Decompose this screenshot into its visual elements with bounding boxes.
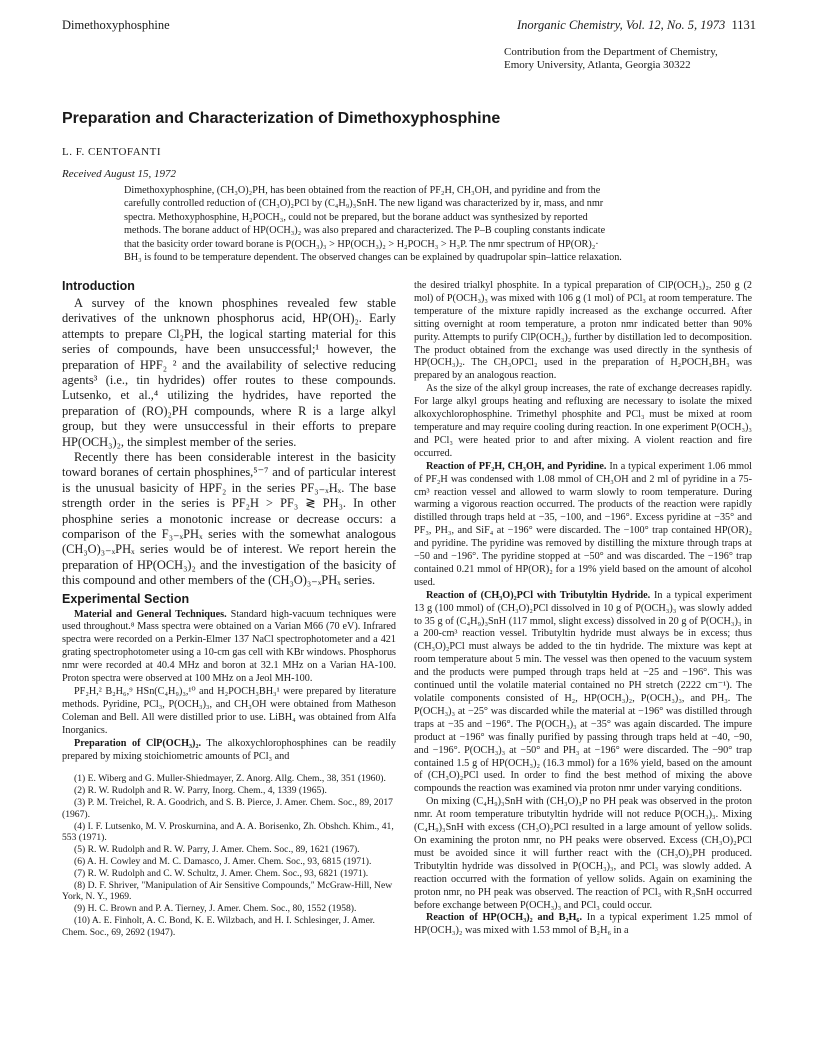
author: L. F. CENTOFANTI (62, 146, 161, 158)
paragraph-text: In a typical experiment 13 g (100 mmol) of (CH₃O)₂PCl dissolved in 10 g of P(OCH₃)₃ was slowly added to 35 g of (C₄H₉)₃SnH (117 mmol, slight excess) dissolved in 20 g of P(OCH₃)₃ in a 200-cm³ reaction vessel. Tributyltin hydride must always be in excess; thus (CH₃O)₂PCl must always be added to the tin hydride. The mixture was kept at room temperature about 5 min. The vessel was then opened to the vacuum system and the products were pumped through traps held at −25 and −196°. This was continued until the volatile material contained no PH stretch (2222 cm⁻¹). The volatile components consisted of H₂, HP(OCH₃)₂, P(OCH₃)₃, and PH₃. The P(OCH₃)₃ at −25° was discarded while the material at −196° was distilled through traps at −35 and −196°. The P(OCH₃)₃ at −35° was again discarded. The impure product at −196° was finally purified by passing through traps held at −40, −90, and −196°. P(OCH₃)₃ at −50° and PH₃ at −196° were discarded. The −90° trap contained 1.5 g of HP(OCH₃)₂ (16.3 mmol) for a 16% yield, based on the amount of (CH₃O)₂PCl used. In order to find the best method of mixing the above compounds the reaction was examined via proton nmr under varying conditions. (414, 589, 752, 795)
reference-item: (4) I. F. Lutsenko, M. V. Proskurnina, and A. A. Borisenko, Zh. Obshch. Khim., 41, 553 (1971). (62, 820, 394, 844)
abstract (124, 184, 744, 264)
abstract-line: carefully controlled reduction of (CH₃O)₂PCl by (C₄H₉)₃SnH. The new ligand was characterized by ir, mass, and nmr (124, 198, 604, 210)
experimental-heading: Experimental Section (62, 591, 190, 606)
running-head-left: Dimethoxyphosphine (62, 18, 170, 32)
paragraph-text: Standard high-vacuum techniques were used throughout.⁸ Mass spectra were obtained on a Varian M66 (70 eV). Infrared spectra were recorded on a Perkin-Elmer 137 NaCl spectrophotometer and a 421 grating spectrophotometer using a 10-cm gas cell with KBr windows. Phosphorus nmr were recorded at 40.4 MHz and boron at 32.1 MHz on a Varian HA-100. Proton spectra were observed at 100 MHz on a Jeol MH-100. (62, 608, 396, 685)
reference-item: (1) E. Wiberg and G. Muller-Shiedmayer, Z. Anorg. Allg. Chem., 38, 351 (1960). (74, 773, 386, 785)
abstract-line: that the basicity order toward borane is P(OCH₃)₃ > HP(OCH₃)₂ > H₂POCH₃ > H₃P. The nmr spectrum of HP(OR)₂· (124, 238, 599, 250)
received-date: Received August 15, 1972 (62, 168, 177, 180)
paragraph-lead: Material and General Techniques. (74, 608, 227, 620)
paragraph-text: As the size of the alkyl group increases, the rate of exchange decreases rapidly. For large alkyl groups heating and refluxing are necessary to isolate the mixed alkoxychlorophosphine. Trimethyl phosphite and PCl₃ must be mixed at room temperature and may require cooling during reaction. In one experiment P(OCH₃)₃ and PCl₃ were heated prior to and after mixing. A violent reaction and fire occurred. (414, 383, 752, 459)
reference-item: (2) R. W. Rudolph and R. W. Parry, Inorg. Chem., 4, 1339 (1965). (74, 785, 327, 797)
reference-item: (6) A. H. Cowley and M. C. Damasco, J. Amer. Chem. Soc., 93, 6815 (1971). (74, 855, 372, 867)
reference-item: (10) A. E. Finholt, A. C. Bond, K. E. Wilzbach, and H. I. Schlesinger, J. Amer. Chem. Soc., 69, 2692 (1947). (62, 914, 375, 938)
body-paragraph (414, 383, 752, 460)
paragraph-lead: Preparation of ClP(OCH₃)₂. (74, 737, 202, 749)
reference-item: (7) R. W. Rudolph and C. W. Schultz, J. Amer. Chem. Soc., 93, 6821 (1971). (74, 867, 369, 879)
abstract-line: Dimethoxyphosphine, (CH₃O)₂PH, has been obtained from the reaction of PF₂H, CH₃OH, and pyridine and from the (124, 185, 601, 196)
paragraph-lead: Reaction of HP(OCH₃)₂ and B₂H₆. (426, 912, 583, 924)
paragraph-text: On mixing (C₄H₉)₃SnH with (CH₃O)₃P no PH peak was observed in the proton nmr. At room temperature tributyltin hydride will not reduce P(OCH₃)₃. Mixing (C₄H₉)₃SnH with excess (CH₃O)₂PCl resulted in a large amount of yellow solids. On examining the proton nmr, no PH peaks were observed. Excess (CH₃O)₂PCl must be avoided since it will further react with the (CH₃O)₂PH produced. Tributyltin hydride was dissolved in P(OCH₃)₃, and PCl₃ was slowly added. A reaction occurred with the formation of yellow solids. Again on examining the proton nmr, no PH peak was observed. The reaction of PCl₃ with R₃SnH occurred before exchange between P(OCH₃)₃ and PCl₃ could occur. (414, 796, 752, 911)
body-paragraph (414, 796, 752, 912)
body-paragraph (414, 590, 752, 797)
exp-paragraph (62, 738, 396, 764)
reference-item: (8) D. F. Shriver, "Manipulation of Air Sensitive Compounds," McGraw-Hill, New York, N. Y., 1969. (62, 879, 393, 903)
page-number: 1131 (731, 18, 756, 32)
contribution-note (504, 46, 718, 72)
intro-paragraph: A survey of the known phosphines revealed few stable derivatives of the unknown phosphorus acid, HP(OH)₂. Early attempts to prepare Cl₂PH, the logical starting material for this series of compounds, have been unsuccessful;¹ however, the preparation of HPF₂ ² and the availability of selective reducing agents³ (i.e., tin hydrides) offer routes to these compounds. Lutsenko, et al.,⁴ utilizing the hydrides, have reported the preparation of (RO)₂PH compounds, where R is a large alkyl group, but they were unsuccessful in their efforts to prepare HP(OCH₃)₂, the simplest member of the series. (62, 295, 396, 449)
contribution-line-2: Emory University, Atlanta, Georgia 30322 (504, 59, 691, 71)
contribution-line-1: Contribution from the Department of Chemistry, (504, 46, 718, 58)
running-head (62, 18, 756, 36)
body-paragraph (414, 461, 752, 590)
reference-item: (5) R. W. Rudolph and R. W. Parry, J. Amer. Chem. Soc., 89, 1621 (1967). (74, 844, 360, 856)
abstract-line: BH₃ is found to be temperature dependent. The observed changes can be explained by quadrupolar spin–lattice relaxation. (124, 252, 622, 264)
paragraph-text: In a typical experiment 1.06 mmol of PF₂H was condensed with 1.08 mmol of CH₃OH and 2 ml of pyridine in a 75-cm³ reaction vessel and allowed to warm slowly to room temperature. During warming a vigorous reaction occurred. The products of the reaction were rapidly distilled through traps held at −35, −100, and −196°. Excess pyridine at −35° and PF₃, PH₃, and SiF₄ at −196° were discarded. The −100° trap contained HP(OR)₂ and pyridine. The pyridine was removed by distilling the mixture through traps at −50 and −196°. The pyridine stopped at −50° and was discarded. The −196° trap contained 0.21 mmol of HP(OR)₂ for a 19% yield based on the amount of alcohol used. (414, 460, 752, 588)
exp-paragraph (62, 609, 396, 686)
paragraph-text: The alkoxychlorophosphines can be readily prepared by mixing stoichiometric amounts of PCl₃ and (62, 737, 396, 762)
references (62, 773, 396, 938)
right-column (414, 280, 752, 938)
left-column (62, 276, 396, 939)
exp-paragraph (62, 686, 396, 738)
abstract-line: spectra. Methoxyphosphine, H₂POCH₃, could not be prepared, but the borane adduct was synthesized by reported (124, 211, 588, 223)
paragraph-lead: Reaction of PF₂H, CH₃OH, and Pyridine. (426, 460, 607, 472)
paragraph-text: In a typical experiment 1.25 mmol of HP(OCH₃)₂ was mixed with 1.53 mmol of B₂H₆ in a (414, 912, 752, 937)
intro-paragraph: Recently there has been considerable interest in the basicity toward boranes of certain phosphines,⁵⁻⁷ and of particular interest is the unusual basicity of HPF₂ in the series PF₃₋ₓHₓ. The base strength order in the series is PF₂H > PF₃ ≷ PH₃. In other phosphine series a monotonic increase or decrease occurs: a comparison of the F₃₋ₓPHₓ series with the somewhat analogous (CH₃O)₃₋ₓPHₓ series would be of interest. We report herein the preparation of HP(OCH₃)₂ and the investigation of the basicity of this compound and other members of the (CH₃O)₃₋ₓPHₓ series. (62, 449, 396, 588)
reference-item: (3) P. M. Treichel, R. A. Goodrich, and S. B. Pierce, J. Amer. Chem. Soc., 89, 2017 (1967). (62, 797, 393, 820)
paragraph-text: PF₂H,² B₂H₆,⁹ HSn(C₄H₉)₃,¹⁰ and H₂POCH₃BH₃¹ were prepared by literature methods. Pyridine, PCl₃, P(OCH₃)₃, and CH₃OH were obtained from Matheson Coleman and Bell. All were distilled prior to use. LiBH₄ was obtained from Alfa Inorganics. (62, 685, 396, 736)
body-paragraph (414, 912, 752, 938)
running-head-right (517, 18, 756, 33)
reference-item: (9) H. C. Brown and P. A. Tierney, J. Amer. Chem. Soc., 80, 1552 (1958). (74, 903, 357, 915)
paragraph-text: the desired trialkyl phosphite. In a typical preparation of ClP(OCH₃)₂, 250 g (2 mol) of P(OCH₃)₃ was mixed with 106 g (1 mol) of PCl₃ at room temperature. The temperature of the mixture rapidly increased as the exchange occurred. After sitting overnight at room temperature, a proton nmr indicated better than 90% purity. Attempts to purify ClP(OCH₃)₂ further by distillation led to decomposition. The product obtained from the exchange was used directly in the synthesis of HP(OCH₃)₂. The CH₃OPCl₂ used in the preparation of H₂POCH₃BH₃ was prepared by an analogous reaction. (414, 280, 752, 382)
paragraph-lead: Reaction of (CH₃O)₂PCl with Tributyltin Hydride. (426, 589, 651, 601)
abstract-line: methods. The borane adduct of HP(OCH₃)₂ was also prepared and characterized. The P–B coupling constants indicate (124, 225, 606, 237)
journal-citation: Inorganic Chemistry, Vol. 12, No. 5, 1973 (516, 18, 726, 32)
body-paragraph (414, 280, 752, 383)
article-title: Preparation and Characterization of Dimethoxyphosphine (62, 110, 501, 127)
introduction-heading: Introduction (62, 279, 135, 293)
